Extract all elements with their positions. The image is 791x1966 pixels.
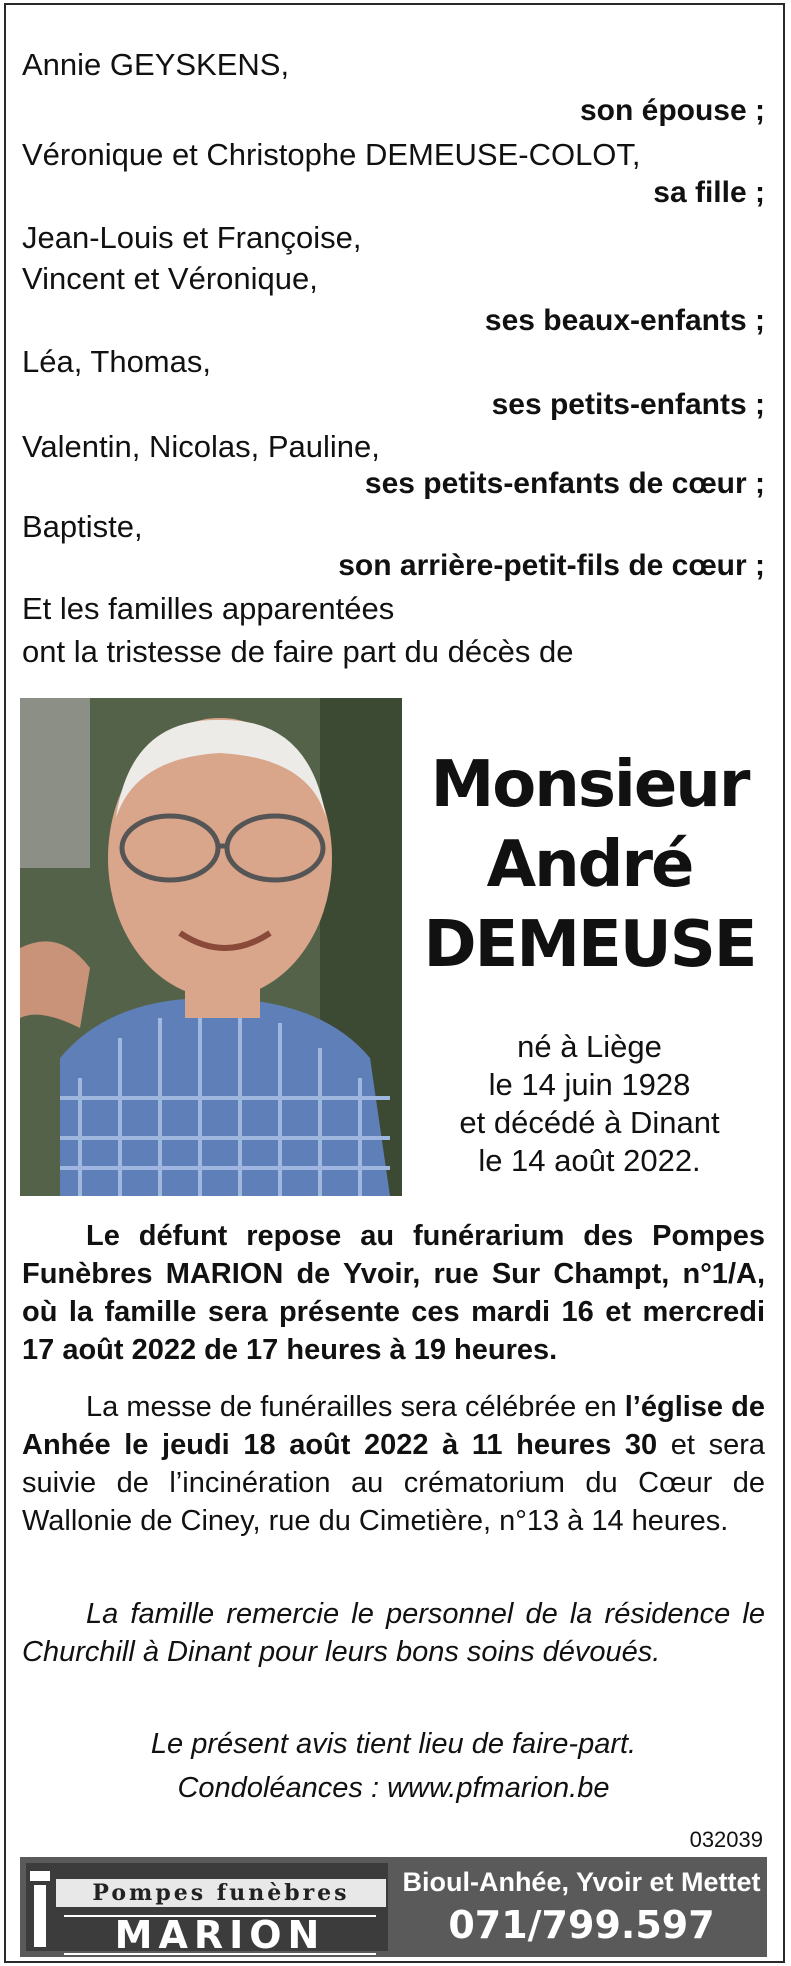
family-line-4: Vincent et Véronique, [22, 261, 318, 296]
family-line-5: Léa, Thomas, [22, 344, 211, 379]
relation-line-4: ses petits-enfants ; [491, 388, 765, 421]
relation-line-5: ses petits-enfants de cœur ; [364, 467, 765, 500]
family-line-6: Valentin, Nicolas, Pauline, [22, 429, 380, 464]
portrait-photo [20, 698, 402, 1196]
obituary-frame [4, 3, 785, 1963]
condolences-line: Condoléances : www.pfmarion.be [177, 1772, 610, 1804]
thanks-paragraph [22, 1595, 765, 1671]
death-place: et décédé à Dinant [459, 1105, 720, 1140]
repose-text: Le défunt repose au funérarium des Pompes Funèbres MARION de Yvoir, rue Sur Champt, n°1/A, où la famille sera présente ces mardi 16 et mercredi 17 août 2022 de 17 heures à 19 heures. [22, 1220, 765, 1366]
deceased-first-name: André [486, 828, 693, 902]
relation-line-2: sa fille ; [653, 176, 765, 209]
logo-mark-icon [28, 1863, 54, 1951]
repose-paragraph [22, 1217, 765, 1369]
mass-text-b: l’église de Anhée le jeudi 18 août 2022 à 11 heures 30 [22, 1391, 766, 1461]
mass-text-a: La messe de funérailles sera célébrée en [86, 1391, 617, 1423]
funeral-mass-paragraph [22, 1388, 765, 1540]
logo-big-text: MARION [64, 1915, 376, 1955]
family-line-7: Baptiste, [22, 509, 143, 544]
relation-line-6: son arrière-petit-fils de cœur ; [338, 549, 765, 582]
family-line-2: Véronique et Christophe DEMEUSE-COLOT, [22, 137, 641, 172]
birth-death-dates [406, 1028, 773, 1180]
marion-logo [26, 1863, 388, 1957]
reference-number: 032039 [689, 1827, 763, 1852]
deceased-name [406, 745, 773, 985]
logo-small-text: Pompes funèbres [56, 1879, 386, 1907]
relation-line-3: ses beaux-enfants ; [484, 304, 765, 337]
obituary-content [6, 5, 783, 1961]
birth-date: le 14 juin 1928 [488, 1067, 691, 1102]
funeral-home-banner [20, 1857, 767, 1957]
family-line-8: Et les familles apparentées [22, 591, 395, 626]
thanks-text: La famille remercie le personnel de la résidence le Churchill à Dinant pour leurs bons soins dévoués. [22, 1598, 765, 1668]
death-date: le 14 août 2022. [478, 1143, 701, 1178]
locations: Bioul-Anhée, Yvoir et Mettet [402, 1867, 761, 1897]
avis-line: Le présent avis tient lieu de faire-part. [150, 1728, 637, 1760]
family-line-9: ont la tristesse de faire part du décès de [22, 634, 574, 669]
family-line-3: Jean-Louis et Françoise, [22, 220, 362, 255]
relation-line-1: son épouse ; [579, 94, 765, 127]
birth-place: né à Liège [517, 1029, 662, 1064]
deceased-title: Monsieur [430, 748, 749, 822]
phone-number: 071/799.597 [448, 1903, 715, 1947]
mass-text-c: et sera suivie de l’incinération au crématorium du Cœur de Wallonie de Ciney, rue du Cimetière, n°13 à 14 heures. [22, 1429, 765, 1537]
deceased-last-name: DEMEUSE [423, 908, 756, 982]
family-line-1: Annie GEYSKENS, [22, 47, 290, 82]
